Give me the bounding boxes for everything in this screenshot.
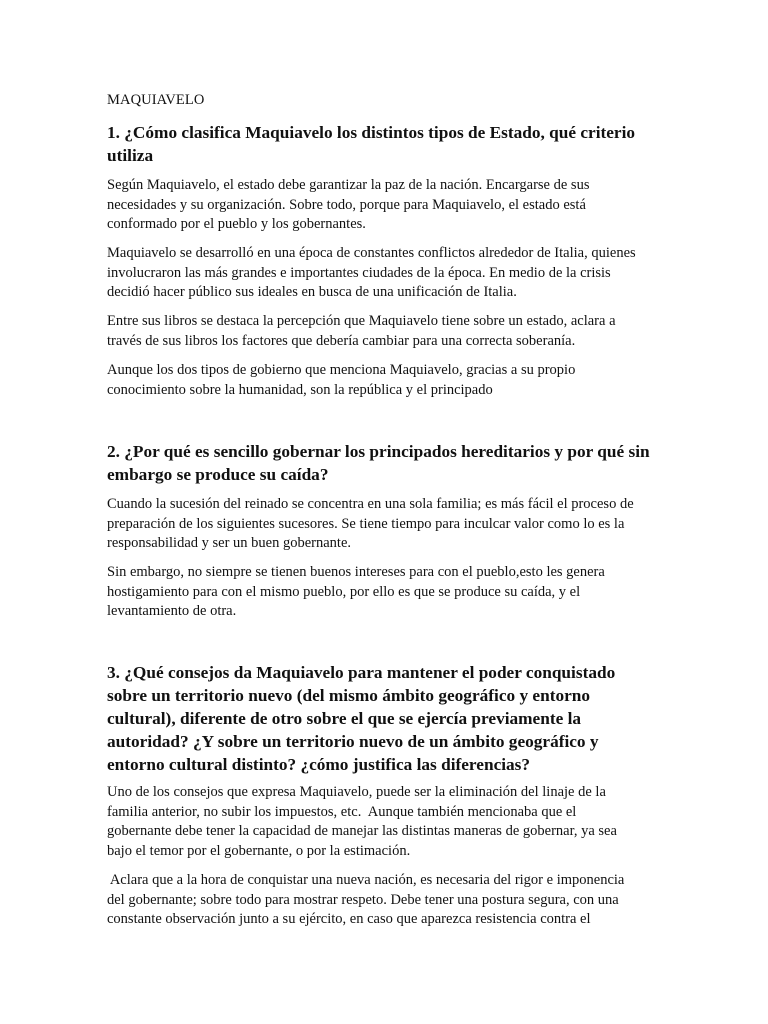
text-line: través de sus libros los factores que debería cambiar para una correcta soberanía. (107, 332, 576, 349)
answer-1-paragraph-1 (107, 176, 667, 235)
question-2-heading (107, 440, 667, 486)
answer-1-paragraph-2 (107, 244, 667, 303)
text-line: conocimiento sobre la humanidad, son la república y el principado (107, 381, 493, 398)
question-1-heading (107, 121, 667, 167)
text-line: Aunque los dos tipos de gobierno que menciona Maquiavelo, gracias a su propio (107, 362, 576, 378)
heading-line: 3. ¿Qué consejos da Maquiavelo para mantener el poder conquistado (107, 663, 616, 682)
question-3-heading (107, 661, 667, 776)
text-line: conformado por el pueblo y los gobernantes. (107, 216, 366, 232)
answer-3-paragraph-2 (107, 871, 667, 930)
heading-line: embargo se produce su caída? (107, 465, 329, 484)
answer-1-paragraph-4 (107, 361, 667, 400)
text-line: Maquiavelo se desarrolló en una época de constantes conflictos alrededor de Italia, quienes (107, 245, 636, 261)
text-line: Sin embargo, no siempre se tienen buenos intereses para con el pueblo,esto les genera (107, 564, 605, 580)
text-line: preparación de los siguientes sucesores. Se tiene tiempo para inculcar valor como lo es la (107, 515, 625, 532)
text-line: bajo el temor por el gobernante, o por la estimación. (107, 842, 411, 859)
heading-line: utiliza (107, 146, 154, 165)
heading-line: autoridad? ¿Y sobre un territorio nuevo de un ámbito geográfico y (107, 732, 599, 751)
text-line: Según Maquiavelo, el estado debe garantizar la paz de la nación. Encargarse de sus (107, 177, 590, 193)
text-line: necesidades y su organización. Sobre todo, porque para Maquiavelo, el estado está (107, 196, 586, 213)
text-line: gobernante debe tener la capacidad de manejar las distintas maneras de gobernar, ya sea (107, 823, 617, 839)
text-line: constante observación junto a su ejército, en caso que aparezca resistencia contra el (107, 911, 591, 927)
answer-2-paragraph-2 (107, 563, 667, 622)
heading-line: 2. ¿Por qué es sencillo gobernar los principados hereditarios y por qué sin (107, 442, 650, 461)
text-line: Entre sus libros se destaca la percepción que Maquiavelo tiene sobre un estado, aclara a (107, 313, 616, 329)
text-line: responsabilidad y ser un buen gobernante. (107, 535, 352, 551)
text-line: Cuando la sucesión del reinado se concentra en una sola familia; es más fácil el proceso de (107, 496, 634, 512)
text-line: del gobernante; sobre todo para mostrar respeto. Debe tener una postura segura, con una (107, 891, 619, 908)
answer-1-paragraph-3 (107, 312, 667, 351)
text-line: decidió hacer público sus ideales en busca de una unificación de Italia. (107, 284, 517, 300)
heading-line: cultural), diferente de otro sobre el que se ejercía previamente la (107, 709, 582, 728)
text-line: familia anterior, no subir los impuestos, etc. Aunque también mencionaba que el (107, 803, 577, 820)
text-line: Aclara que a la hora de conquistar una nueva nación, es necesaria del rigor e imponencia (107, 872, 625, 888)
heading-line: 1. ¿Cómo clasifica Maquiavelo los distintos tipos de Estado, qué criterio (107, 123, 636, 142)
text-line: hostigamiento para con el mismo pueblo, por ello es que se produce su caída, y el (107, 583, 581, 600)
heading-line: entorno cultural distinto? ¿cómo justifica las diferencias? (107, 755, 531, 774)
heading-line: sobre un territorio nuevo (del mismo ámbito geográfico y entorno (107, 686, 591, 705)
text-line: levantamiento de otra. (107, 603, 237, 619)
answer-3-paragraph-1 (107, 783, 667, 861)
document-title: MAQUIAVELO (107, 92, 205, 108)
answer-2-paragraph-1 (107, 495, 667, 554)
text-line: Uno de los consejos que expresa Maquiavelo, puede ser la eliminación del linaje de la (107, 784, 606, 800)
text-line: involucraron las más grandes e importantes ciudades de la época. En medio de la crisis (107, 264, 611, 281)
